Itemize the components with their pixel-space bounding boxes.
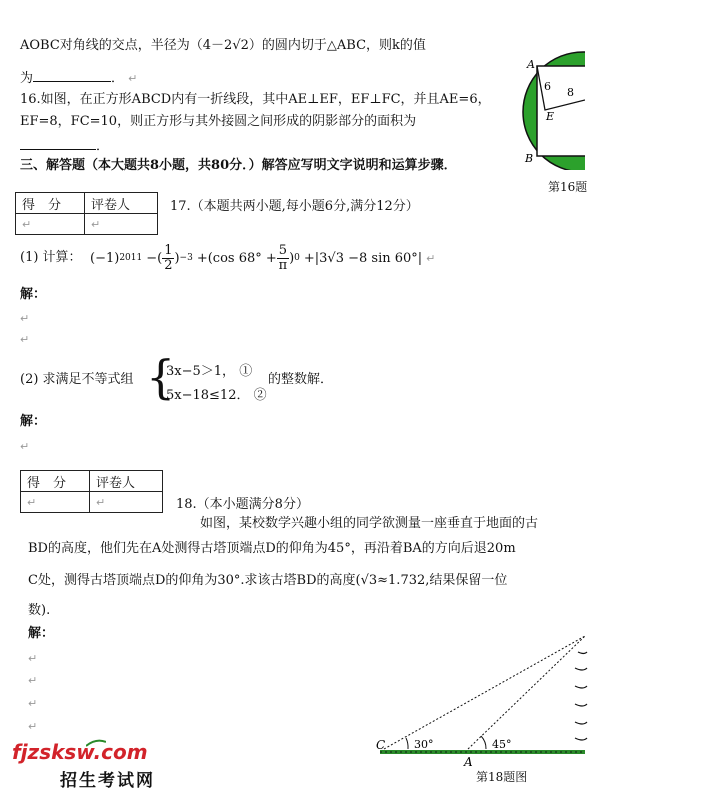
- q16-line3: [20, 136, 109, 155]
- paragraph-mark: ↵: [426, 251, 436, 265]
- paragraph-mark: ↵: [128, 72, 138, 85]
- score-cell[interactable]: ↵: [21, 492, 90, 513]
- fig16-label-8: 8: [567, 86, 574, 99]
- site-subtitle: 招生考试网: [60, 771, 155, 791]
- q17-part2-label: (2) 求满足不等式组: [20, 372, 134, 387]
- expr-exp-c: 0: [294, 253, 300, 263]
- fig18-label-a: A: [464, 755, 473, 768]
- inequality-1: 3x−5＞1， ①: [166, 364, 253, 379]
- fig18-sightline-c: [384, 636, 585, 749]
- expr-term-b-open: −(: [146, 250, 163, 266]
- logo-swoosh-icon: [86, 738, 106, 748]
- paragraph-mark: ↵: [20, 440, 30, 453]
- expr-frac-half: $\frac{1}{2}$: [164, 242, 173, 273]
- paragraph-mark: ↵: [20, 333, 30, 346]
- paragraph-mark: ↵: [28, 674, 38, 687]
- system-brace: {: [146, 350, 176, 404]
- q18-line2: BD的高度，他们先在A处测得古塔顶端点D的仰角为45°，再沿着BA的方向后退20m: [28, 541, 516, 556]
- figure-16: [515, 30, 590, 180]
- score-header: 得 分: [16, 193, 85, 214]
- score-cell[interactable]: ↵: [16, 214, 85, 235]
- q17-answer-label-1: 解：: [20, 287, 47, 302]
- expr-exp-b: −3: [179, 253, 193, 263]
- figure-18: [370, 628, 590, 768]
- grader-cell[interactable]: ↵: [90, 492, 163, 513]
- q17-part1: [20, 250, 82, 266]
- q17-header: 17.（本题共两小题,每小题6分,满分12分）: [170, 199, 419, 214]
- fig18-sightline-a: [468, 636, 585, 749]
- fig18-label-c: C: [376, 738, 386, 752]
- fig18-angle-45: 45°: [492, 738, 512, 751]
- score-table-18: [20, 470, 163, 513]
- paragraph-mark: ↵: [28, 697, 38, 710]
- expr-term-c-close: ): [289, 250, 295, 266]
- expr-term-c-open: +(cos 68° +: [196, 250, 277, 266]
- q16-line2: EF=8，FC=10，则正方形与其外接圆之间形成的阴影部分的面积为: [20, 114, 417, 129]
- fig16-label-b: B: [525, 152, 534, 165]
- q17-expression: [90, 240, 435, 276]
- expr-term-a: (−1): [90, 250, 120, 266]
- q17-part1-label: (1) 计算：: [20, 250, 82, 265]
- q18-line1: 如图，某校数学兴趣小组的同学欲测量一座垂直于地面的古: [200, 516, 539, 531]
- q15-line2: [20, 68, 137, 87]
- paragraph-mark: ↵: [28, 720, 38, 733]
- site-logo: fjzsksw.com: [12, 740, 148, 764]
- fig16-label-a: A: [527, 58, 535, 71]
- score-table-17: [15, 192, 158, 235]
- expr-exp-a: 2011: [119, 253, 143, 263]
- q18-answer-label: 解：: [28, 626, 55, 641]
- q15-answer-blank[interactable]: [33, 68, 111, 82]
- grader-cell[interactable]: ↵: [85, 214, 158, 235]
- fig18-tower: [575, 652, 587, 740]
- q15-line2-prefix: 为: [20, 71, 34, 86]
- circle-two: ②: [253, 388, 267, 403]
- fig16-label-e: E: [546, 110, 555, 123]
- q18-header: 18.（本小题满分8分）: [176, 497, 309, 512]
- expr-term-b-close: ): [174, 250, 180, 266]
- grader-header: 评卷人: [90, 471, 163, 492]
- section3-title: 三、解答题（本大题共8小题，共80分．）解答应写明文字说明和运算步骤．: [20, 158, 457, 173]
- inequality-2: 5x−18≤12． ②: [166, 388, 267, 403]
- fig18-angle-30: 30°: [414, 738, 434, 751]
- q16-line3-suffix: ．: [96, 139, 110, 154]
- paragraph-mark: ↵: [28, 652, 38, 665]
- circle-one: ①: [239, 364, 253, 379]
- q16-answer-blank[interactable]: [20, 136, 96, 150]
- q17-part2-suffix: 的整数解．: [268, 372, 334, 387]
- q15-line2-suffix: ．: [111, 71, 125, 86]
- fig16-label-6: 6: [544, 80, 551, 93]
- expr-term-d: +|3√3 −8 sin 60°|: [303, 250, 423, 266]
- q18-line4: 数).: [28, 603, 51, 618]
- fig16-caption: 第16题: [548, 180, 588, 194]
- q15-line1: AOBC对角线的交点，半径为（4－2√2）的圆内切于△ABC，则k的值: [20, 38, 426, 53]
- score-header: 得 分: [21, 471, 90, 492]
- grader-header: 评卷人: [85, 193, 158, 214]
- paragraph-mark: ↵: [20, 312, 30, 325]
- q17-answer-label-2: 解：: [20, 414, 47, 429]
- expr-frac-5-pi: $\frac{5}{\pi}$: [278, 242, 288, 273]
- q18-line3: C处，测得古塔顶端点D的仰角为30°.求该古塔BD的高度(√3≈1.732,结果保留一位: [28, 573, 508, 588]
- fig18-caption: 第18题图: [476, 770, 528, 784]
- q16-line1: 16.如图，在正方形ABCD内有一折线段，其中AE⊥EF，EF⊥FC，并且AE=6，: [20, 92, 491, 107]
